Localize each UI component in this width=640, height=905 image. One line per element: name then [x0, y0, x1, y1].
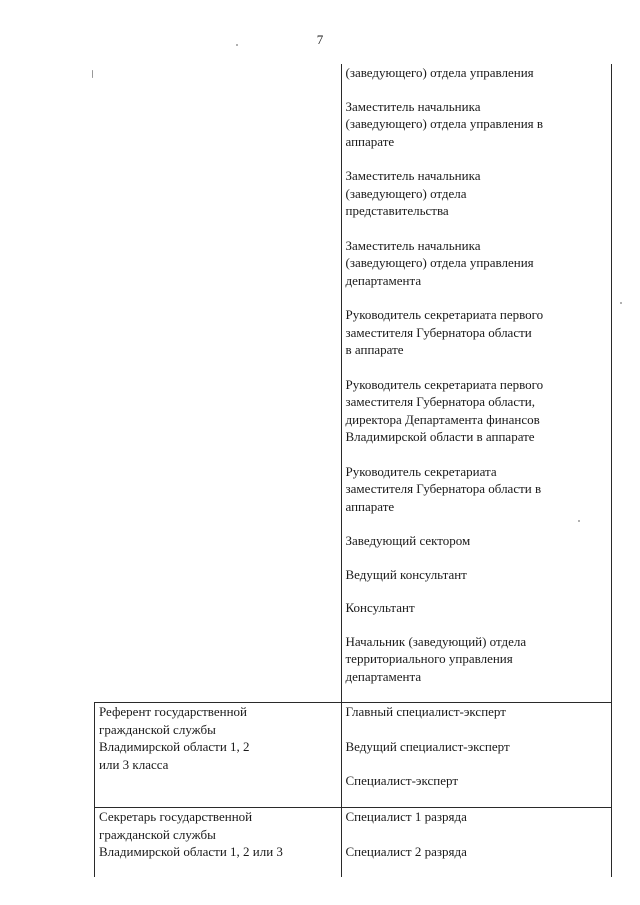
right-cell [341, 64, 612, 703]
position-entry [346, 808, 608, 826]
position-entry [346, 843, 608, 861]
position-line: (заведующего) отдела [345, 185, 467, 201]
page-number: 7 [316, 32, 324, 47]
position-line: Заместитель начальника [345, 168, 481, 183]
position-line: Руководитель секретариата первого [345, 376, 544, 392]
left-cell-line: Референт государственной [99, 704, 247, 719]
position-line: аппарате [345, 133, 395, 149]
position-line: в аппарате [345, 342, 404, 357]
position-line: Специалист 2 разряда [345, 843, 467, 859]
position-line: заместителя Губернатора области, [345, 394, 535, 409]
position-entry [346, 463, 608, 516]
position-line: Главный специалист-эксперт [345, 704, 506, 719]
position-line: директора Департамента финансов [345, 411, 540, 427]
position-entry [346, 306, 608, 359]
positions-table [94, 64, 612, 877]
position-line: Заместитель начальника [345, 98, 481, 114]
position-line: Руководитель секретариата первого [345, 307, 544, 322]
position-line: департамента [345, 272, 422, 288]
position-entry [346, 98, 608, 151]
position-line: заместителя Губернатора области в [345, 481, 542, 496]
position-line: Владимирской области в аппарате [345, 429, 535, 444]
position-line: (заведующего) отдела управления [345, 255, 534, 270]
position-entry [346, 772, 608, 790]
position-line: (заведующего) отдела управления в [345, 116, 544, 131]
position-entry [346, 599, 608, 617]
left-cell [95, 64, 342, 703]
position-line: представительства [345, 203, 449, 218]
position-line: Специалист 1 разряда [345, 809, 467, 824]
right-cell [341, 808, 612, 878]
position-entry [346, 237, 608, 290]
position-line: Заведующий сектором [345, 533, 471, 548]
position-line: Руководитель секретариата [345, 463, 497, 479]
table-row [95, 703, 612, 808]
position-entry [346, 532, 608, 550]
position-line: (заведующего) отдела управления [345, 65, 534, 80]
position-entry [346, 64, 608, 82]
position-line: аппарате [345, 498, 395, 514]
left-cell-line: Владимирской области 1, 2 или 3 [99, 844, 283, 859]
left-cell [95, 808, 342, 878]
right-cell [341, 703, 612, 808]
left-cell-line: Владимирской области 1, 2 [99, 739, 250, 754]
position-line: департамента [345, 668, 422, 684]
position-entry [346, 633, 608, 686]
left-cell [95, 703, 342, 808]
position-line: Консультант [345, 600, 415, 615]
position-line: Ведущий специалист-эксперт [345, 738, 510, 754]
position-line: Ведущий консультант [345, 566, 467, 582]
position-entry [346, 376, 608, 446]
table-row [95, 808, 612, 878]
left-cell-line: гражданской службы [99, 721, 216, 737]
left-cell-line: гражданской службы [99, 826, 216, 842]
position-line: Начальник (заведующий) отдела [345, 633, 527, 649]
position-line: Заместитель начальника [345, 237, 481, 253]
position-line: Специалист-эксперт [345, 773, 458, 788]
left-cell-line: или 3 класса [99, 756, 169, 772]
left-cell-line: Секретарь государственной [99, 809, 253, 824]
position-entry [346, 167, 608, 220]
table-row [95, 64, 612, 703]
position-line: территориального управления [345, 651, 513, 666]
position-line: заместителя Губернатора области [345, 324, 532, 340]
position-entry [346, 566, 608, 584]
position-entry [346, 738, 608, 756]
position-entry [346, 703, 608, 721]
